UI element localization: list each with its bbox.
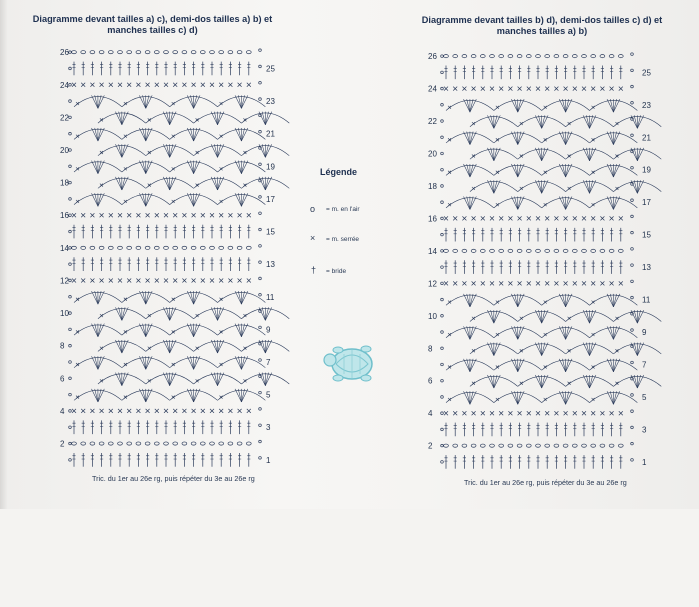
row-number-12: 12 bbox=[60, 276, 69, 286]
row-number-9: 9 bbox=[266, 325, 271, 335]
row-number-10: 10 bbox=[60, 309, 69, 319]
row-number-24: 24 bbox=[428, 84, 437, 94]
row-number-25: 25 bbox=[266, 64, 275, 74]
row-number-1: 1 bbox=[642, 457, 647, 467]
row-number-18: 18 bbox=[60, 178, 69, 188]
left-diagram-title: Diagramme devant tailles a) c), demi-dos tailles a) b) et manches tailles c) d) bbox=[32, 14, 273, 35]
row-number-21: 21 bbox=[642, 133, 651, 143]
row-number-19: 19 bbox=[266, 162, 275, 172]
row-number-23: 23 bbox=[266, 97, 275, 107]
row-number-6: 6 bbox=[60, 374, 65, 384]
single-crochet-icon: × bbox=[310, 233, 316, 243]
row-number-11: 11 bbox=[642, 295, 651, 305]
left-footnote: Tric. du 1er au 26e rg, puis répéter du 3e au 26e rg bbox=[92, 474, 255, 483]
row-number-19: 19 bbox=[642, 165, 651, 175]
legend-chain-label: = m. en l'air bbox=[326, 206, 360, 213]
row-number-6: 6 bbox=[428, 376, 433, 386]
row-number-12: 12 bbox=[428, 279, 437, 289]
row-number-2: 2 bbox=[60, 439, 65, 449]
row-number-7: 7 bbox=[642, 360, 647, 370]
row-number-4: 4 bbox=[428, 409, 433, 419]
row-number-17: 17 bbox=[266, 194, 275, 204]
row-number-5: 5 bbox=[642, 392, 647, 402]
row-number-24: 24 bbox=[60, 80, 69, 90]
row-number-9: 9 bbox=[642, 328, 647, 338]
row-number-20: 20 bbox=[60, 146, 69, 155]
row-number-11: 11 bbox=[266, 292, 275, 302]
row-number-3: 3 bbox=[642, 425, 647, 435]
row-number-8: 8 bbox=[60, 341, 65, 351]
row-number-13: 13 bbox=[266, 260, 275, 270]
row-number-22: 22 bbox=[428, 117, 437, 127]
row-number-7: 7 bbox=[266, 358, 271, 367]
row-number-20: 20 bbox=[428, 149, 437, 159]
row-number-25: 25 bbox=[642, 68, 651, 78]
turtle-icon bbox=[318, 340, 378, 390]
double-crochet-icon: † bbox=[311, 265, 317, 275]
row-number-13: 13 bbox=[642, 263, 651, 273]
legend-sc-label: = m. serrée bbox=[326, 236, 360, 243]
row-number-8: 8 bbox=[428, 344, 433, 354]
row-number-15: 15 bbox=[642, 230, 651, 240]
row-number-10: 10 bbox=[428, 311, 437, 321]
row-number-16: 16 bbox=[60, 211, 69, 221]
row-number-14: 14 bbox=[60, 243, 69, 253]
legend-title: Légende bbox=[320, 167, 358, 177]
row-number-17: 17 bbox=[642, 198, 651, 208]
row-number-21: 21 bbox=[266, 129, 275, 139]
row-number-1: 1 bbox=[266, 455, 271, 465]
row-number-5: 5 bbox=[266, 390, 271, 400]
row-number-4: 4 bbox=[60, 406, 65, 416]
row-number-16: 16 bbox=[428, 214, 437, 224]
right-footnote: Tric. du 1er au 26e rg, puis répéter du 3e au 26e rg bbox=[464, 478, 627, 487]
row-number-22: 22 bbox=[60, 113, 69, 123]
row-number-26: 26 bbox=[428, 52, 437, 62]
right-diagram-title: Diagramme devant tailles b) d), demi-dos tailles c) d) et manches tailles a) b) bbox=[421, 15, 663, 36]
row-number-23: 23 bbox=[642, 100, 651, 110]
legend-dc-label: = bride bbox=[326, 268, 347, 275]
row-number-18: 18 bbox=[428, 181, 437, 191]
row-number-3: 3 bbox=[266, 423, 271, 433]
row-number-2: 2 bbox=[428, 441, 433, 451]
row-number-26: 26 bbox=[60, 48, 69, 58]
row-number-14: 14 bbox=[428, 246, 437, 256]
row-number-15: 15 bbox=[266, 227, 275, 237]
chain-stitch-icon: o bbox=[310, 204, 316, 214]
